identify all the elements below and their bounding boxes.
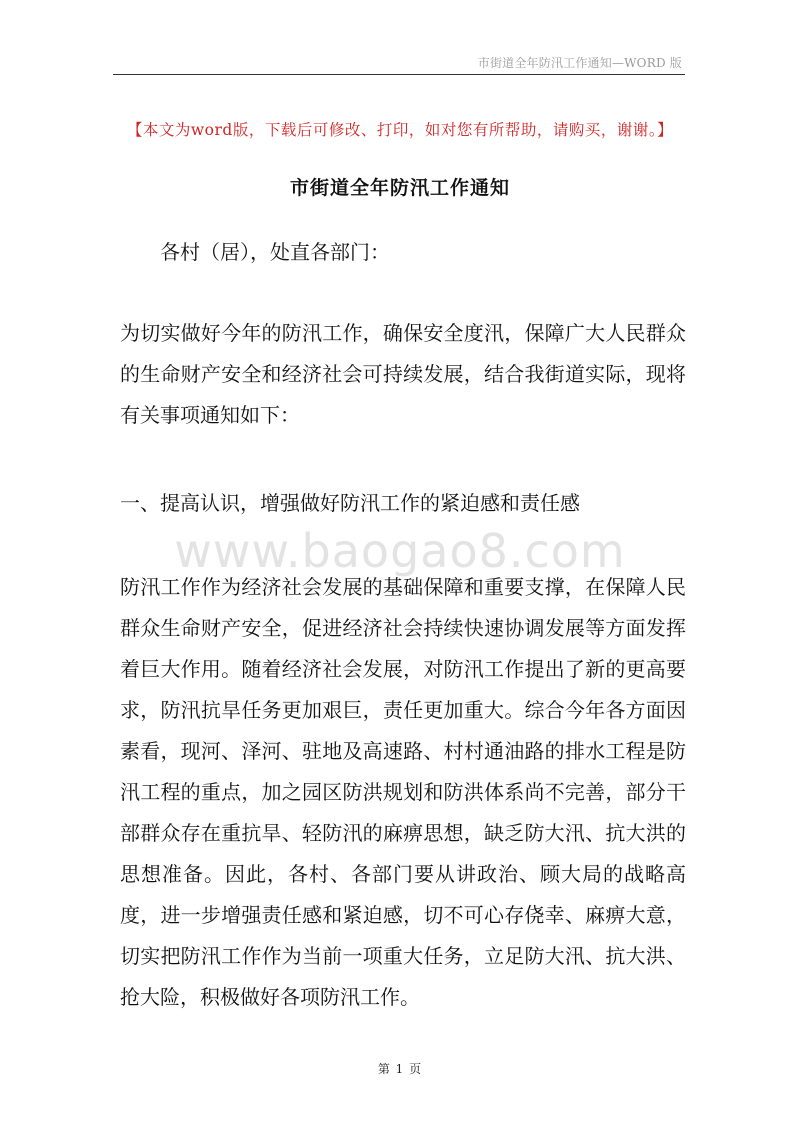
body-paragraph: 防汛工作作为经济社会发展的基础保障和重要支撑，在保障人民群众生命财产安全，促进经济社会持续快速协调发展等方面发挥着巨大作用。随着经济社会发展，对防汛工作提出了新的更高要求，防汛抗旱任务更加艰巨，责任更加重大。综合今年各方面因素看，现河、泽河、驻地及高速路、村村通油路的排水工程是防汛工程的重点，加之园区防洪规划和防洪体系尚不完善，部分干部群众存在重抗旱、轻防汛的麻痹思想，缺乏防大汛、抗大洪的思想准备。因此，各村、各部门要从讲政治、顾大局的战略高度，进一步增强责任感和紧迫感，切不可心存侥幸、麻痹大意，切实把防汛工作作为当前一项重大任务，立足防大汛、抗大洪、抢大险，积极做好各项防汛工作。 xyxy=(120,575,686,1009)
salutation: 各村（居），处直各部门： xyxy=(160,240,390,264)
page-number: 第 1 页 xyxy=(377,1062,423,1076)
header-divider xyxy=(113,74,685,75)
intro-paragraph: 为切实做好今年的防汛工作，确保安全度汛，保障广大人民群众的生命财产安全和经济社会可持续发展，结合我街道实际，现将有关事项通知如下： xyxy=(120,321,686,427)
watermark: www.baogao8.com xyxy=(174,524,626,578)
document-title: 市街道全年防汛工作通知 xyxy=(289,177,510,199)
purchase-notice: 【本文为word版，下载后可修改、打印，如对您有所帮助，请购买，谢谢。】 xyxy=(126,121,674,139)
running-header: 市街道全年防汛工作通知—WORD 版 xyxy=(477,56,682,70)
section-heading: 一、提高认识，增强做好防汛工作的紧迫感和责任感 xyxy=(120,491,580,515)
